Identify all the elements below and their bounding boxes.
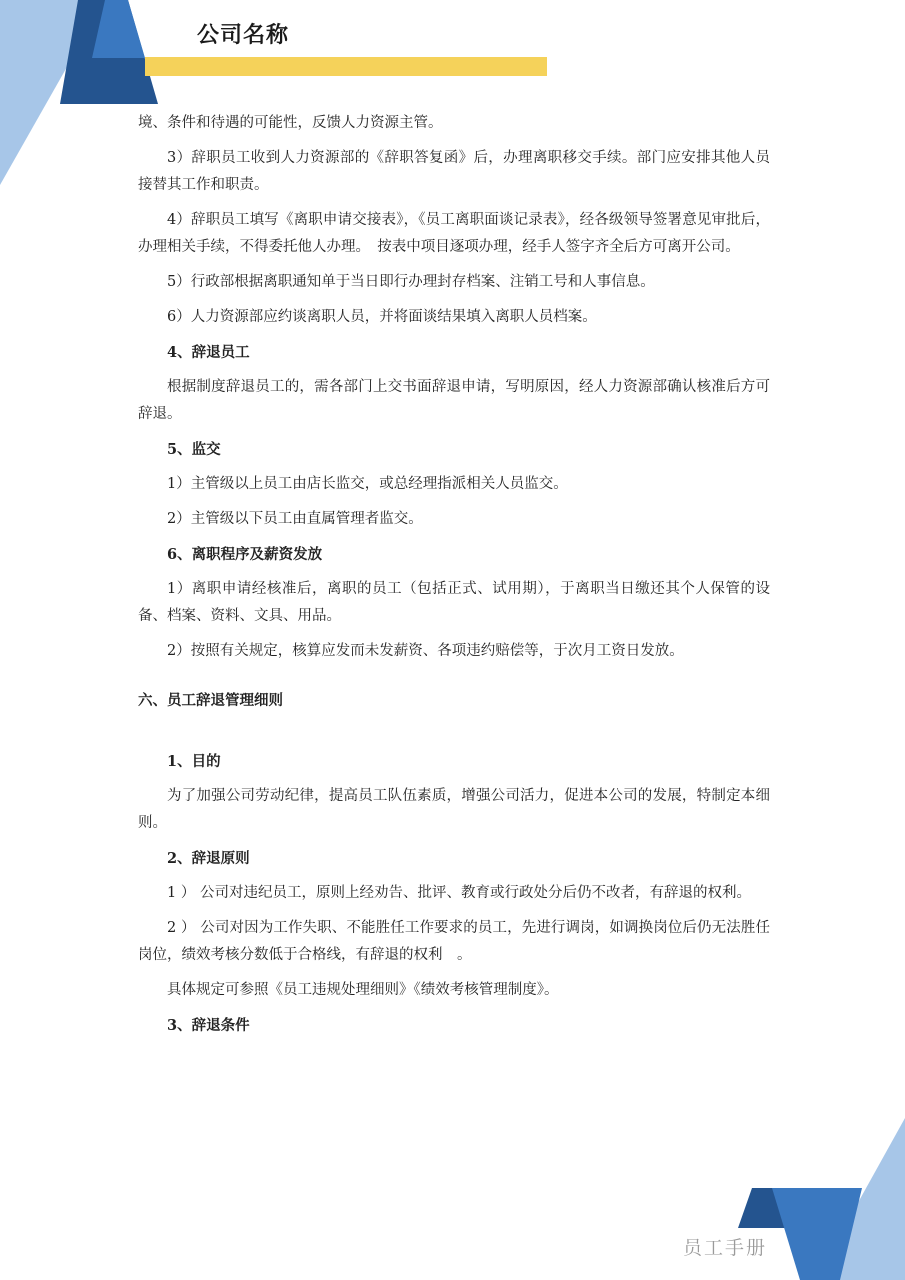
paragraph: 境、条件和待遇的可能性，反馈人力资源主管。 bbox=[138, 115, 443, 131]
paragraph: 6）人力资源部应约谈离职人员，并将面谈结果填入离职人员档案。 bbox=[167, 309, 597, 325]
header-yellow-bar bbox=[145, 57, 547, 76]
paragraph: 1 ） 公司对违纪员工，原则上经劝告、批评、教育或行政处分后仍不改者，有辞退的权利。 bbox=[167, 885, 751, 901]
footer-label: 员工手册 bbox=[682, 1237, 767, 1259]
paragraph: 具体规定可参照《员工违规处理细则》《绩效考核管理制度》。 bbox=[167, 982, 559, 998]
subsection-heading: 2、辞退原则 bbox=[167, 850, 250, 867]
subsection-heading: 1、目的 bbox=[167, 753, 221, 770]
paragraph: 2 ） 公司对因为工作失职、不能胜任工作要求的员工，先进行调岗，如调换岗位后仍无法胜任岗位，绩效考核分数低于合格线，有辞退的权利 。 bbox=[138, 920, 770, 963]
subsection-heading: 3、辞退条件 bbox=[167, 1017, 250, 1034]
paragraph: 2）按照有关规定，核算应发而未发薪资、各项违约赔偿等，于次月工资日发放。 bbox=[167, 643, 684, 659]
subsection-heading: 5、监交 bbox=[167, 441, 221, 458]
paragraph: 3）辞职员工收到人力资源部的《辞职答复函》后，办理离职移交手续。部门应安排其他人员接替其工作和职责。 bbox=[138, 150, 770, 193]
paragraph: 根据制度辞退员工的，需各部门上交书面辞退申请，写明原因，经人力资源部确认核准后方可辞退。 bbox=[138, 379, 770, 422]
paragraph: 4）辞职员工填写《离职申请交接表》，《员工离职面谈记录表》，经各级领导签署意见审批后，办理相关手续，不得委托他人办理。 按表中项目逐项办理，经手人签字齐全后方可离开公司。 bbox=[138, 212, 770, 255]
subsection-heading: 6、离职程序及薪资发放 bbox=[167, 546, 323, 563]
paragraph: 为了加强公司劳动纪律，提高员工队伍素质，增强公司活力，促进本公司的发展，特制定本细则。 bbox=[138, 788, 770, 831]
company-name: 公司名称 bbox=[197, 23, 290, 48]
section-heading: 六、员工辞退管理细则 bbox=[138, 692, 283, 709]
paragraph: 5）行政部根据离职通知单于当日即行办理封存档案、注销工号和人事信息。 bbox=[167, 274, 655, 290]
document-body bbox=[138, 110, 770, 1047]
paragraph: 2）主管级以下员工由直属管理者监交。 bbox=[167, 511, 423, 527]
paragraph: 1）主管级以上员工由店长监交，或总经理指派相关人员监交。 bbox=[167, 476, 568, 492]
paragraph: 1）离职申请经核准后，离职的员工（包括正式、试用期），于离职当日缴还其个人保管的设备、档案、资料、文具、用品。 bbox=[138, 581, 770, 624]
subsection-heading: 4、辞退员工 bbox=[167, 344, 250, 361]
